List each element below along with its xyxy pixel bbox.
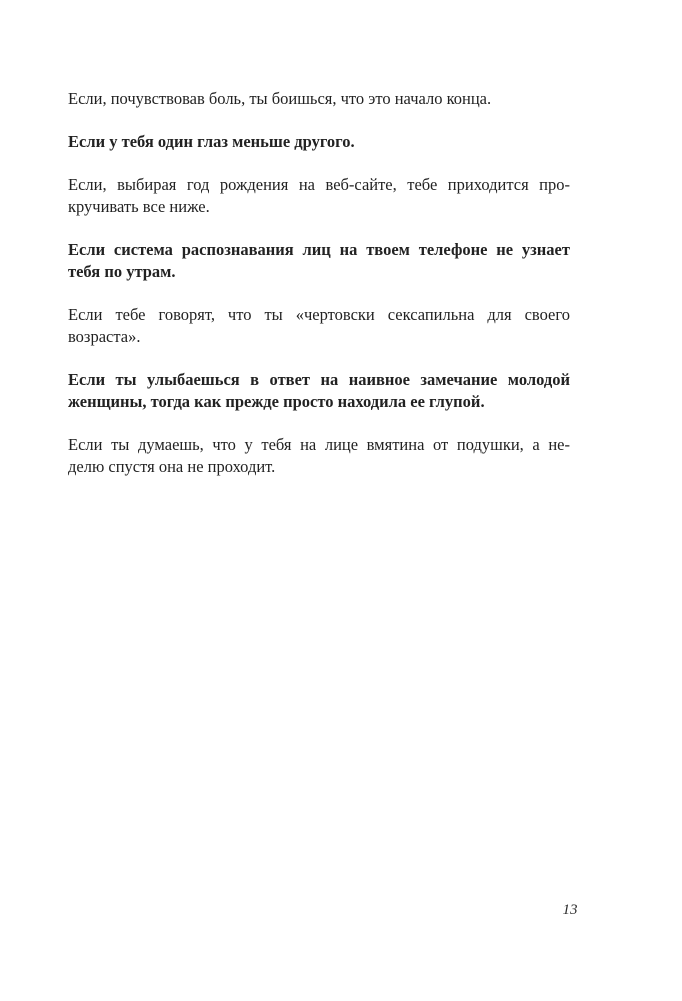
paragraph (68, 174, 570, 218)
text-line: Если у тебя один глаз меньше другого. (68, 132, 355, 151)
text-line: кручивать все ниже. (68, 197, 210, 216)
paragraph (68, 88, 570, 110)
page-number: 13 (562, 902, 578, 918)
text-line: тебя по утрам. (68, 262, 176, 281)
text-line: женщины, тогда как прежде просто находила ее глупой. (68, 392, 485, 411)
text-line: Если, выбирая год рождения на веб-сайте, тебе приходится про- (68, 175, 570, 194)
text-line: Если тебе говорят, что ты «чертовски сексапильна для своего (68, 305, 570, 324)
text-line: возраста». (68, 327, 141, 346)
body-text (68, 88, 570, 499)
text-line: делю спустя она не проходит. (68, 457, 276, 476)
paragraph (68, 304, 570, 348)
paragraph (68, 434, 570, 478)
paragraph (68, 131, 570, 153)
text-line: Если, почувствовав боль, ты боишься, что это начало конца. (68, 89, 492, 108)
text-line: Если система распознавания лиц на твоем телефоне не узнает (68, 240, 570, 259)
text-line: Если ты улыбаешься в ответ на наивное замечание молодой (68, 370, 570, 389)
paragraph (68, 369, 570, 413)
paragraph (68, 239, 570, 283)
text-line: Если ты думаешь, что у тебя на лице вмятина от подушки, а не- (68, 435, 570, 454)
